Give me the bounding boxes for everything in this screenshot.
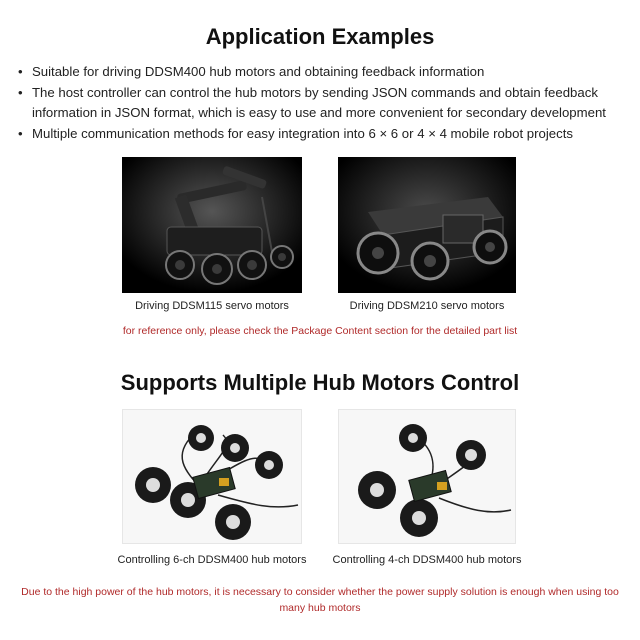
photo-caption: Driving DDSM210 servo motors bbox=[349, 300, 505, 312]
robot-arm-vehicle-photo bbox=[122, 157, 302, 293]
photo-caption: Driving DDSM115 servo motors bbox=[135, 300, 289, 312]
six-hub-motors-photo bbox=[122, 409, 302, 544]
section-title-hub-motors: Supports Multiple Hub Motors Control bbox=[120, 370, 520, 395]
bullet-item: • Multiple communication methods for easy integration into 6 × 6 or 4 × 4 mobile robot projects bbox=[18, 124, 630, 145]
photo-caption: Controlling 4-ch DDSM400 hub motors bbox=[332, 554, 522, 566]
reference-note: for reference only, please check the Package Content section for the detailed part list bbox=[122, 325, 518, 337]
feature-bullet-list bbox=[18, 62, 630, 144]
section-title-application-examples: Application Examples bbox=[205, 24, 435, 49]
bullet-item: • Suitable for driving DDSM400 hub motors and obtaining feedback information bbox=[18, 62, 630, 83]
box-rover-photo bbox=[338, 157, 516, 293]
bullet-item: • The host controller can control the hub motors by sending JSON commands and obtain feedback information in JSON format, which is easy to use and more convenient for secondary development bbox=[18, 83, 630, 124]
photo-caption: Controlling 6-ch DDSM400 hub motors bbox=[117, 554, 307, 566]
four-hub-motors-photo bbox=[338, 409, 516, 544]
power-supply-note: Due to the high power of the hub motors, it is necessary to consider whether the power supply solution is enough when using too many hub motors bbox=[21, 586, 619, 614]
